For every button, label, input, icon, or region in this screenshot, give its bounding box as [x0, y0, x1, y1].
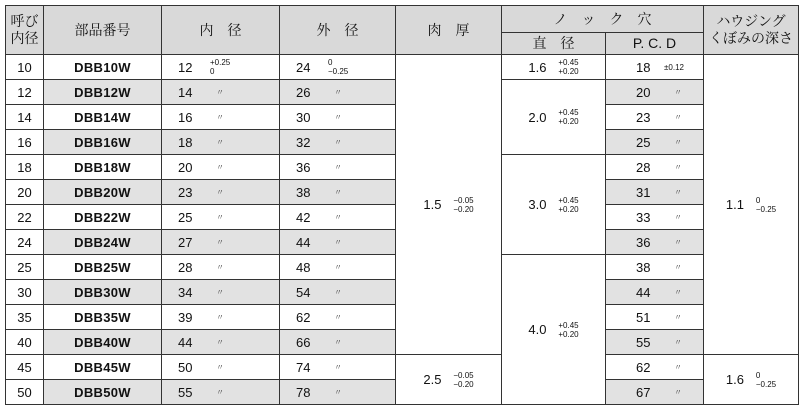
- inner-diameter-cell: [162, 130, 280, 155]
- ditto-mark: 〃: [334, 312, 342, 322]
- tolerance-upper: 0: [755, 370, 761, 380]
- thickness-tolerance: [453, 371, 473, 389]
- outer-diameter: 38: [296, 184, 311, 200]
- inner-diameter: 44: [178, 334, 193, 350]
- tolerance-lower: −0.20: [453, 204, 474, 214]
- notch-pcd: 62: [636, 359, 651, 375]
- notch-diameter: [502, 155, 606, 255]
- inner-diameter: 14: [178, 84, 193, 100]
- outer-diameter-cell: [280, 180, 396, 205]
- outer-diameter: 24: [296, 59, 311, 75]
- inner-diameter: 18: [178, 134, 193, 150]
- nominal-size: 50: [6, 380, 44, 405]
- outer-diameter-cell: [280, 330, 396, 355]
- nominal-size: 14: [6, 105, 44, 130]
- ditto-mark: 〃: [334, 262, 342, 272]
- notch-diameter: [502, 55, 606, 80]
- ditto-mark: 〃: [674, 187, 682, 197]
- notch-pcd-cell: [606, 180, 704, 205]
- outer-diameter: 36: [296, 159, 311, 175]
- nominal-size: 25: [6, 255, 44, 280]
- outer-diameter-cell: [280, 80, 396, 105]
- notch-pcd-cell: [606, 155, 704, 180]
- ditto-mark: 〃: [216, 137, 224, 147]
- table-body: [6, 55, 799, 405]
- header-nominal-line1: 呼び: [10, 13, 39, 29]
- inner-diameter: 20: [178, 159, 193, 175]
- notch-pcd-cell: [606, 380, 704, 405]
- inner-diameter-cell: [162, 305, 280, 330]
- notch-pcd: 28: [636, 159, 651, 175]
- notch-pcd: 44: [636, 284, 651, 300]
- notch-pcd-cell: [606, 330, 704, 355]
- ditto-mark: 〃: [674, 312, 682, 322]
- ditto-mark: 〃: [334, 187, 342, 197]
- header-nominal-line2: 内径: [10, 30, 39, 46]
- outer-diameter-cell: [280, 280, 396, 305]
- outer-diameter: 42: [296, 209, 311, 225]
- notch-pcd: 51: [636, 309, 651, 325]
- notch-pcd: 20: [636, 84, 651, 100]
- tolerance-lower: +0.20: [558, 67, 579, 76]
- notch-diameter-value: 4.0: [528, 322, 547, 337]
- outer-diameter: 54: [296, 284, 311, 300]
- inner-diameter: 34: [178, 284, 193, 300]
- part-number: DBB50W: [44, 380, 162, 405]
- nominal-size: 16: [6, 130, 44, 155]
- dimension-table: [5, 5, 799, 405]
- tolerance-upper: +0.45: [558, 58, 579, 67]
- outer-diameter-cell: [280, 230, 396, 255]
- inner-diameter: 23: [178, 184, 193, 200]
- part-number: DBB14W: [44, 105, 162, 130]
- inner-diameter-tolerance: [210, 58, 230, 76]
- ditto-mark: 〃: [334, 137, 342, 147]
- ditto-mark: 〃: [334, 87, 342, 97]
- part-number: DBB30W: [44, 280, 162, 305]
- ditto-mark: 〃: [216, 112, 224, 122]
- table-row: [6, 55, 799, 80]
- ditto-mark: 〃: [334, 387, 342, 397]
- ditto-mark: 〃: [674, 387, 682, 397]
- outer-diameter: 32: [296, 134, 311, 150]
- nominal-size: 35: [6, 305, 44, 330]
- part-number: DBB22W: [44, 205, 162, 230]
- part-number: DBB25W: [44, 255, 162, 280]
- nominal-size: 24: [6, 230, 44, 255]
- notch-pcd-cell: [606, 205, 704, 230]
- housing-depth-value: 1.6: [725, 372, 744, 387]
- inner-diameter: 27: [178, 234, 193, 250]
- outer-diameter: 78: [296, 384, 311, 400]
- notch-pcd: 38: [636, 259, 651, 275]
- outer-diameter-cell: [280, 130, 396, 155]
- notch-diameter-tolerance: [558, 58, 578, 76]
- notch-pcd: 31: [636, 184, 651, 200]
- outer-diameter-cell: [280, 105, 396, 130]
- ditto-mark: 〃: [674, 362, 682, 372]
- outer-diameter: 74: [296, 359, 311, 375]
- tolerance-lower: +0.20: [558, 329, 579, 339]
- notch-pcd: 25: [636, 134, 651, 150]
- inner-diameter: 50: [178, 359, 193, 375]
- tolerance-lower: −0.25: [755, 379, 777, 389]
- ditto-mark: 〃: [674, 287, 682, 297]
- part-number: DBB20W: [44, 180, 162, 205]
- header-inner-dia: 内 径: [162, 6, 280, 55]
- tolerance-lower: 0: [210, 67, 215, 76]
- tolerance-lower: −0.25: [328, 67, 349, 76]
- outer-diameter-cell: [280, 55, 396, 80]
- ditto-mark: 〃: [216, 162, 224, 172]
- inner-diameter: 55: [178, 384, 193, 400]
- notch-diameter-tolerance: [558, 321, 578, 339]
- part-number: DBB10W: [44, 55, 162, 80]
- notch-pcd-cell: [606, 230, 704, 255]
- outer-diameter: 48: [296, 259, 311, 275]
- notch-pcd: 33: [636, 209, 651, 225]
- ditto-mark: 〃: [334, 112, 342, 122]
- outer-diameter-cell: [280, 255, 396, 280]
- ditto-mark: 〃: [334, 337, 342, 347]
- tolerance-upper: 0: [755, 195, 761, 205]
- notch-pcd: 36: [636, 234, 651, 250]
- ditto-mark: 〃: [334, 362, 342, 372]
- outer-diameter-cell: [280, 205, 396, 230]
- thickness-value: 1.5: [423, 197, 442, 212]
- nominal-size: 40: [6, 330, 44, 355]
- ditto-mark: 〃: [674, 337, 682, 347]
- inner-diameter: 12: [178, 59, 193, 75]
- ditto-mark: 〃: [674, 87, 682, 97]
- header-housing: [704, 6, 799, 55]
- notch-pcd-cell: [606, 280, 704, 305]
- thickness-tolerance: [453, 196, 473, 214]
- inner-diameter: 28: [178, 259, 193, 275]
- ditto-mark: 〃: [216, 387, 224, 397]
- notch-pcd-cell: [606, 55, 704, 80]
- part-number: DBB18W: [44, 155, 162, 180]
- nominal-size: 18: [6, 155, 44, 180]
- ditto-mark: 〃: [216, 362, 224, 372]
- notch-pcd-cell: [606, 305, 704, 330]
- ditto-mark: 〃: [674, 162, 682, 172]
- header-notch-pcd: P. C. D: [606, 33, 704, 55]
- inner-diameter-cell: [162, 280, 280, 305]
- ditto-mark: 〃: [216, 237, 224, 247]
- inner-diameter-cell: [162, 80, 280, 105]
- thickness: [396, 355, 502, 405]
- notch-pcd-cell: [606, 355, 704, 380]
- tolerance-lower: −0.25: [755, 204, 777, 214]
- tolerance-lower: +0.20: [558, 117, 579, 126]
- spec-table-container: [5, 5, 799, 405]
- housing-depth-tolerance: [756, 196, 776, 214]
- ditto-mark: 〃: [216, 262, 224, 272]
- inner-diameter-cell: [162, 180, 280, 205]
- ditto-mark: 〃: [674, 112, 682, 122]
- housing-depth: [704, 355, 799, 405]
- notch-diameter-tolerance: [558, 196, 578, 214]
- notch-pcd: 18: [636, 59, 651, 75]
- ditto-mark: 〃: [674, 262, 682, 272]
- header-thickness: 肉 厚: [396, 6, 502, 55]
- housing-depth-value: 1.1: [725, 197, 744, 212]
- part-number: DBB12W: [44, 80, 162, 105]
- ditto-mark: 〃: [334, 287, 342, 297]
- inner-diameter-cell: [162, 355, 280, 380]
- nominal-size: 10: [6, 55, 44, 80]
- outer-diameter: 62: [296, 309, 311, 325]
- notch-pcd-cell: [606, 105, 704, 130]
- inner-diameter-cell: [162, 55, 280, 80]
- outer-diameter-cell: [280, 305, 396, 330]
- notch-diameter-value: 2.0: [528, 109, 547, 125]
- ditto-mark: 〃: [216, 287, 224, 297]
- notch-diameter-tolerance: [558, 108, 578, 126]
- outer-diameter-cell: [280, 355, 396, 380]
- header-nominal: [6, 6, 44, 55]
- nominal-size: 20: [6, 180, 44, 205]
- nominal-size: 12: [6, 80, 44, 105]
- notch-pcd-tolerance: ±0.12: [664, 62, 684, 72]
- ditto-mark: 〃: [216, 312, 224, 322]
- outer-diameter-tolerance: [328, 58, 348, 76]
- ditto-mark: 〃: [674, 137, 682, 147]
- tolerance-upper: +0.45: [558, 320, 579, 330]
- thickness-value: 2.5: [423, 372, 442, 387]
- tolerance-lower: −0.20: [453, 379, 474, 389]
- header-notch-hole: ノ ッ ク 穴: [502, 6, 704, 33]
- header-outer-dia: 外 径: [280, 6, 396, 55]
- notch-pcd: 23: [636, 109, 651, 125]
- inner-diameter-cell: [162, 330, 280, 355]
- notch-pcd: 55: [636, 334, 651, 350]
- notch-diameter-value: 3.0: [528, 197, 547, 212]
- tolerance-lower: +0.20: [558, 204, 579, 214]
- ditto-mark: 〃: [216, 337, 224, 347]
- inner-diameter: 39: [178, 309, 193, 325]
- notch-pcd-cell: [606, 130, 704, 155]
- header-notch-dia: 直 径: [502, 33, 606, 55]
- thickness: [396, 55, 502, 355]
- notch-diameter: [502, 255, 606, 405]
- ditto-mark: 〃: [674, 237, 682, 247]
- ditto-mark: 〃: [334, 212, 342, 222]
- inner-diameter: 25: [178, 209, 193, 225]
- notch-diameter: [502, 80, 606, 155]
- outer-diameter: 44: [296, 234, 311, 250]
- ditto-mark: 〃: [216, 212, 224, 222]
- inner-diameter-cell: [162, 105, 280, 130]
- housing-depth-tolerance: [756, 371, 776, 389]
- ditto-mark: 〃: [674, 212, 682, 222]
- notch-pcd-cell: [606, 255, 704, 280]
- header-housing-line2: くぼみの深さ: [709, 30, 793, 46]
- inner-diameter-cell: [162, 155, 280, 180]
- ditto-mark: 〃: [216, 187, 224, 197]
- inner-diameter-cell: [162, 205, 280, 230]
- notch-pcd-cell: [606, 80, 704, 105]
- outer-diameter: 26: [296, 84, 311, 100]
- notch-diameter-value: 1.6: [528, 59, 547, 75]
- outer-diameter-cell: [280, 155, 396, 180]
- nominal-size: 30: [6, 280, 44, 305]
- outer-diameter: 30: [296, 109, 311, 125]
- ditto-mark: 〃: [334, 162, 342, 172]
- part-number: DBB40W: [44, 330, 162, 355]
- outer-diameter: 66: [296, 334, 311, 350]
- part-number: DBB16W: [44, 130, 162, 155]
- header-part-no: 部品番号: [44, 6, 162, 55]
- tolerance-upper: −0.05: [453, 195, 474, 205]
- inner-diameter: 16: [178, 109, 193, 125]
- inner-diameter-cell: [162, 230, 280, 255]
- tolerance-upper: +0.45: [558, 108, 579, 117]
- tolerance-upper: −0.05: [453, 370, 474, 380]
- outer-diameter-cell: [280, 380, 396, 405]
- ditto-mark: 〃: [334, 237, 342, 247]
- tolerance-upper: +0.45: [558, 195, 579, 205]
- part-number: DBB35W: [44, 305, 162, 330]
- inner-diameter-cell: [162, 255, 280, 280]
- table-row: [6, 355, 799, 380]
- ditto-mark: 〃: [216, 87, 224, 97]
- part-number: DBB24W: [44, 230, 162, 255]
- nominal-size: 22: [6, 205, 44, 230]
- tolerance-upper: 0: [328, 58, 333, 67]
- notch-pcd: 67: [636, 384, 651, 400]
- tolerance-upper: +0.25: [210, 58, 231, 67]
- nominal-size: 45: [6, 355, 44, 380]
- housing-depth: [704, 55, 799, 355]
- inner-diameter-cell: [162, 380, 280, 405]
- header-housing-line1: ハウジング: [716, 13, 786, 29]
- part-number: DBB45W: [44, 355, 162, 380]
